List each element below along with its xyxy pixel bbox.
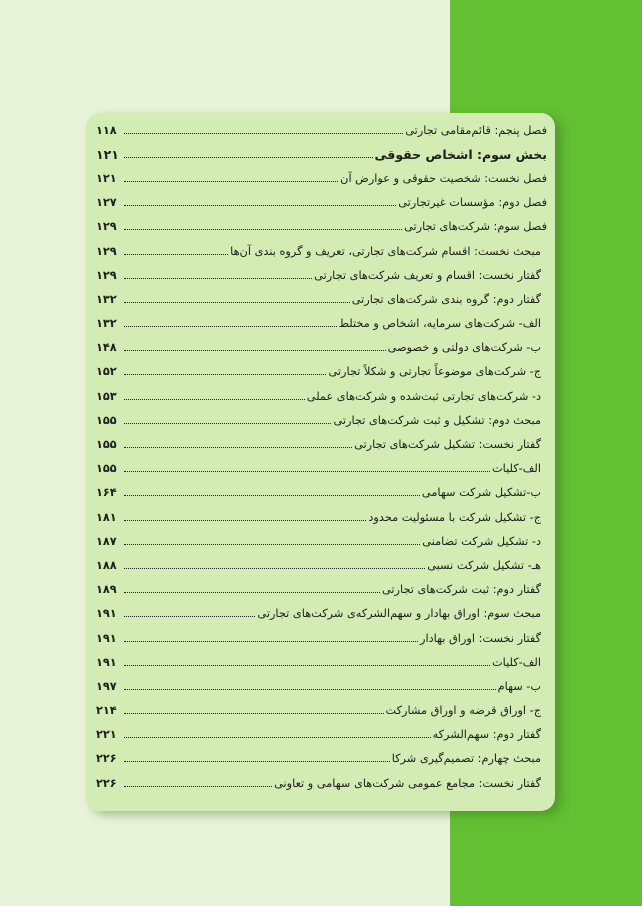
toc-entry-title: گفتار دوم: سهم‌الشرکه: [432, 728, 541, 742]
toc-entry-title: ج- اوراق قرضه و اوراق مشارکت: [385, 704, 541, 718]
toc-entry[interactable]: [86, 578, 555, 602]
toc-entry[interactable]: [86, 336, 555, 360]
dot-leader: [124, 399, 305, 400]
toc-entry[interactable]: [86, 432, 555, 456]
toc-entry[interactable]: [86, 747, 555, 771]
toc-entry-title: گفتار نخست: تشکیل شرکت‌های تجارتی: [354, 438, 541, 452]
toc-entry-page: ۱۹۱: [96, 655, 117, 669]
toc-entry-title: گفتار نخست: مجامع عمومی شرکت‌های سهامی و تعاونی: [274, 776, 541, 790]
toc-list: [86, 118, 555, 795]
toc-entry[interactable]: [86, 699, 555, 723]
toc-entry[interactable]: [86, 166, 555, 190]
toc-entry[interactable]: [86, 553, 555, 577]
dot-leader: [124, 229, 402, 230]
toc-entry[interactable]: [86, 602, 555, 626]
toc-entry-title: مبحث چهارم: تصمیم‌گیری شرکا: [391, 752, 541, 766]
toc-entry-title: مبحث دوم: تشکیل و ثبت شرکت‌های تجارتی: [333, 413, 541, 427]
toc-entry[interactable]: [86, 263, 555, 287]
dot-leader: [124, 495, 420, 496]
toc-entry-page: ۱۹۱: [96, 607, 117, 621]
dot-leader: [124, 761, 390, 762]
toc-entry[interactable]: [86, 529, 555, 553]
toc-entry-page: ۱۸۸: [96, 558, 117, 572]
toc-entry[interactable]: [86, 384, 555, 408]
toc-entry-page: ۱۲۹: [96, 244, 117, 258]
toc-entry[interactable]: [86, 674, 555, 698]
dot-leader: [124, 133, 403, 134]
toc-entry-title: فصل سوم: شرکت‌های تجارتی: [404, 220, 547, 234]
toc-entry[interactable]: [86, 215, 555, 239]
dot-leader: [124, 374, 326, 375]
toc-entry-title: الف- شرکت‌های سرمایه، اشخاص و مختلط: [338, 317, 541, 331]
toc-entry-page: ۱۵۵: [96, 413, 117, 427]
toc-entry-title: ب- سهام: [497, 679, 541, 693]
toc-entry-page: ۱۲۹: [96, 220, 117, 234]
dot-leader: [124, 665, 490, 666]
dot-leader: [124, 326, 337, 327]
toc-entry[interactable]: [86, 408, 555, 432]
toc-entry-title: هـ- تشکیل شرکت نسبی: [427, 558, 541, 572]
toc-entry-page: ۲۲۱: [96, 728, 117, 742]
toc-entry[interactable]: [86, 118, 555, 142]
toc-entry-page: ۱۵۳: [96, 389, 117, 403]
toc-entry-title: الف-کلیات: [492, 462, 541, 476]
toc-entry-title: ب-تشکیل شرکت سهامی: [421, 486, 541, 500]
dot-leader: [124, 181, 338, 182]
toc-entry-title: گفتار نخست: اقسام و تعریف شرکت‌های تجارتی: [314, 268, 541, 282]
toc-entry-page: ۱۸۹: [96, 583, 117, 597]
toc-entry-title: گفتار دوم: ثبت شرکت‌های تجارتی: [381, 583, 541, 597]
toc-entry[interactable]: [86, 191, 555, 215]
toc-entry-title: فصل نخست: شخصیت حقوقی و عوارض آن: [340, 171, 547, 185]
toc-entry-title: ج- تشکیل شرکت با مسئولیت محدود: [368, 510, 541, 524]
toc-entry-title: فصل پنجم: قائم‌مقامی تجارتی: [405, 123, 547, 137]
toc-entry-page: ۱۶۴: [96, 486, 117, 500]
toc-entry-title: الف-کلیات: [492, 655, 541, 669]
dot-leader: [124, 713, 384, 714]
toc-entry[interactable]: [86, 650, 555, 674]
toc-entry-title: مبحث نخست: اقسام شرکت‌های تجارتی، تعریف و گروه بندی آن‌ها: [230, 244, 541, 258]
toc-entry-title: د- شرکت‌های تجارتی ثبت‌شده و شرکت‌های عملی: [306, 389, 541, 403]
dot-leader: [124, 786, 272, 787]
dot-leader: [124, 737, 431, 738]
toc-entry-page: ۱۵۵: [96, 462, 117, 476]
toc-entry-page: ۱۲۷: [96, 196, 117, 210]
toc-entry[interactable]: [86, 457, 555, 481]
toc-entry-title: فصل دوم: مؤسسات غیرتجارتی: [398, 196, 547, 210]
toc-entry[interactable]: [86, 360, 555, 384]
toc-entry-page: ۱۸۷: [96, 534, 117, 548]
toc-entry[interactable]: [86, 771, 555, 795]
dot-leader: [124, 254, 228, 255]
dot-leader: [124, 302, 350, 303]
toc-entry-title: گفتار دوم: گروه بندی شرکت‌های تجارتی: [351, 292, 541, 306]
toc-entry-title: بخش سوم: اشخاص حقوقی: [374, 146, 547, 162]
table-of-contents: [86, 113, 555, 811]
dot-leader: [124, 616, 255, 617]
toc-entry-title: ج- شرکت‌های موضوعاً تجارتی و شکلاً تجارتی: [328, 365, 541, 379]
toc-entry-page: ۲۲۶: [96, 752, 117, 766]
toc-entry-page: ۲۲۶: [96, 776, 117, 790]
toc-entry-page: ۱۱۸: [96, 123, 117, 137]
toc-entry[interactable]: [86, 239, 555, 263]
toc-entry-page: ۱۵۲: [96, 365, 117, 379]
toc-entry-page: ۱۲۱: [96, 171, 117, 185]
toc-entry-title: د- تشکیل شرکت تضامنی: [422, 534, 541, 548]
dot-leader: [124, 447, 352, 448]
dot-leader: [124, 689, 496, 690]
dot-leader: [124, 157, 373, 158]
dot-leader: [124, 350, 386, 351]
toc-entry-title: گفتار نخست: اوراق بهادار: [420, 631, 541, 645]
toc-entry[interactable]: [86, 312, 555, 336]
dot-leader: [124, 641, 418, 642]
toc-entry[interactable]: [86, 626, 555, 650]
toc-entry-page: ۱۲۱: [96, 146, 119, 162]
toc-entry-page: ۱۹۱: [96, 631, 117, 645]
toc-entry-title: مبحث سوم: اوراق بهادار و سهم‌الشرکه‌ی شرکت‌های تجارتی: [257, 607, 541, 621]
dot-leader: [124, 423, 331, 424]
toc-entry-page: ۱۸۱: [96, 510, 117, 524]
toc-entry-page: ۱۳۲: [96, 292, 117, 306]
toc-entry-title: ب- شرکت‌های دولتی و خصوصی: [387, 341, 541, 355]
dot-leader: [124, 520, 366, 521]
toc-entry-page: ۱۵۵: [96, 438, 117, 452]
toc-entry[interactable]: [86, 505, 555, 529]
dot-leader: [124, 471, 490, 472]
dot-leader: [124, 278, 312, 279]
toc-section-heading[interactable]: [86, 142, 555, 166]
dot-leader: [124, 592, 380, 593]
toc-entry-page: ۱۴۸: [96, 341, 117, 355]
toc-entry-page: ۲۱۴: [96, 704, 117, 718]
toc-entry-page: ۱۹۷: [96, 679, 117, 693]
toc-entry-page: ۱۲۹: [96, 268, 117, 282]
toc-entry-page: ۱۳۲: [96, 317, 117, 331]
dot-leader: [124, 568, 425, 569]
toc-entry[interactable]: [86, 481, 555, 505]
toc-entry[interactable]: [86, 723, 555, 747]
dot-leader: [124, 544, 420, 545]
dot-leader: [124, 205, 396, 206]
toc-entry[interactable]: [86, 287, 555, 311]
